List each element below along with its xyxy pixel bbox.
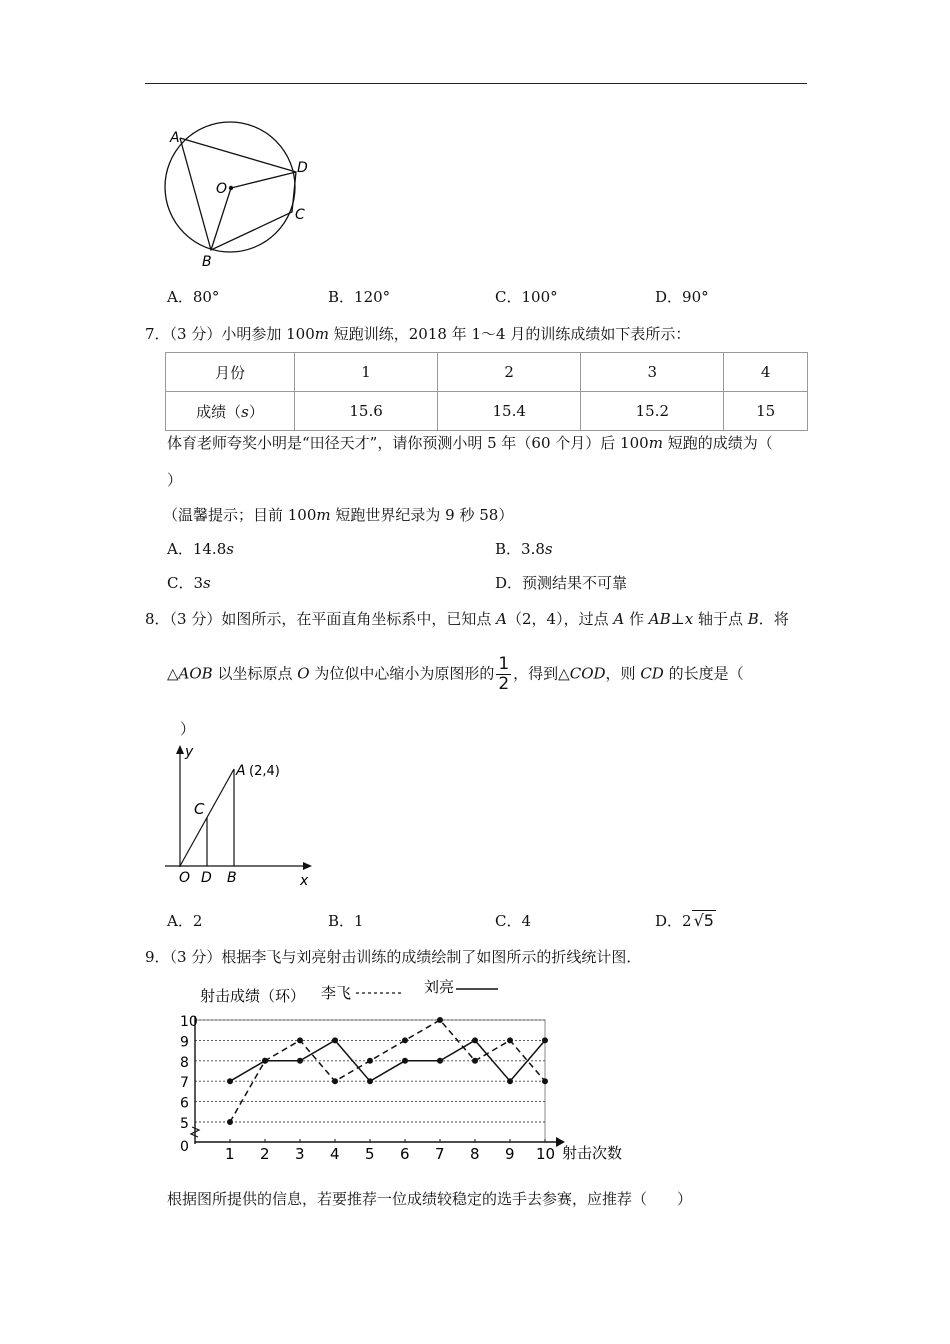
option-text: 4 xyxy=(521,912,532,930)
option-text: 120° xyxy=(354,288,391,306)
series-1-point xyxy=(367,1058,373,1064)
center-dot xyxy=(229,186,233,190)
option-text: 100° xyxy=(521,288,558,306)
stem-text: 轴于点 xyxy=(693,610,748,628)
y-tick-label: 5 xyxy=(180,1116,189,1132)
unit-s: s xyxy=(203,574,211,592)
table-cell: 15.6 xyxy=(295,392,438,431)
option-text: 3 xyxy=(193,574,204,592)
stem-text: 的长度是（ xyxy=(663,664,744,683)
unit-m: m xyxy=(648,434,663,452)
stem-text: （2，4），过点 xyxy=(506,610,614,628)
y-tick-label: 9 xyxy=(180,1034,189,1051)
x-tick-label: 7 xyxy=(435,1145,445,1163)
q8-coordinate-figure xyxy=(160,742,320,887)
q7-option-a[interactable] xyxy=(167,538,234,559)
quadrilateral-abcd xyxy=(180,138,296,250)
x-tick-label: 4 xyxy=(330,1145,340,1163)
table-cell: 3 xyxy=(581,353,724,392)
option-letter: A． xyxy=(167,912,193,930)
table-header-score xyxy=(166,392,295,431)
stem-text: ．将 xyxy=(758,610,789,628)
unit-s: s xyxy=(544,540,553,558)
math-var: x xyxy=(684,610,694,628)
option-text: 14.8 xyxy=(192,540,227,558)
x-tick-label: 9 xyxy=(505,1145,515,1163)
stem-text: 以坐标原点 xyxy=(212,664,298,683)
x-axis-label: 射击次数 xyxy=(562,1144,623,1162)
x-tick-label: 3 xyxy=(295,1145,305,1163)
unit-m: m xyxy=(314,325,329,343)
q8-option-c[interactable] xyxy=(495,910,531,931)
series-1-point xyxy=(297,1037,303,1043)
table-cell: 4 xyxy=(724,353,808,392)
table-cell: 15.4 xyxy=(438,392,581,431)
math-var: B xyxy=(747,610,759,628)
table-row xyxy=(166,353,808,392)
header-rule xyxy=(145,83,807,84)
x-tick-label: 1 xyxy=(225,1145,235,1163)
triangle-symbol: △ xyxy=(167,664,179,683)
series-1-point xyxy=(227,1119,233,1125)
option-letter: A． xyxy=(167,540,193,558)
series-2-point xyxy=(402,1058,408,1064)
legend-series-1-label: 李飞 xyxy=(321,984,352,1002)
table-row xyxy=(166,392,808,431)
stem-text: 如图所示，在平面直角坐标系中，已知点 xyxy=(221,610,497,628)
label-y: y xyxy=(185,744,194,760)
y-axis-arrow-icon xyxy=(176,745,184,754)
option-text: 90° xyxy=(682,288,709,306)
fraction-denominator: 2 xyxy=(498,674,510,694)
q8-option-b[interactable] xyxy=(328,910,364,931)
math-var: AB xyxy=(648,610,671,628)
unit-m: m xyxy=(316,506,331,524)
label-A-coord: (2,4) xyxy=(249,764,280,779)
y-tick-label: 0 xyxy=(180,1139,189,1155)
option-letter: D． xyxy=(655,912,683,930)
question-points: （3 分） xyxy=(169,325,222,343)
math-var: CD xyxy=(640,664,664,683)
q6-option-a[interactable] xyxy=(167,286,219,307)
math-var: A xyxy=(613,610,625,628)
row-label: ） xyxy=(248,402,264,421)
q7-option-c[interactable] xyxy=(167,572,211,593)
q8-option-a[interactable] xyxy=(167,910,202,931)
option-text: 1 xyxy=(354,912,364,930)
table-cell: 15 xyxy=(724,392,808,431)
option-letter: C． xyxy=(495,912,522,930)
series-2-point xyxy=(437,1058,443,1064)
hint-text: 短跑世界纪录为 9 秒 58） xyxy=(330,506,514,524)
stem-text: 小明参加 100 xyxy=(221,325,315,343)
label-C: C xyxy=(295,207,305,223)
q8-option-d[interactable] xyxy=(655,910,716,931)
option-text: 预测结果不可靠 xyxy=(522,574,628,592)
series-2-point xyxy=(542,1037,548,1043)
axis-break-icon xyxy=(191,1127,199,1137)
table-cell: 15.2 xyxy=(581,392,724,431)
label-A: A xyxy=(236,763,246,779)
q7-hint xyxy=(163,504,513,525)
series-1-point xyxy=(332,1078,338,1084)
radicand: 5 xyxy=(703,911,714,930)
q9-line-chart xyxy=(160,972,640,1172)
table-header-month: 月份 xyxy=(166,353,295,392)
option-letter: C． xyxy=(495,288,522,306)
label-D: D xyxy=(297,160,308,176)
q7-line1 xyxy=(167,432,773,453)
stem-text: 体育老师夸奖小明是“田径天才”，请你预测小明 5 年（60 个月）后 100 xyxy=(167,434,649,452)
y-tick-label: 7 xyxy=(180,1075,189,1092)
label-O: O xyxy=(179,870,191,886)
legend-series-2-label: 刘亮 xyxy=(424,978,455,996)
unit-s: s xyxy=(226,540,234,558)
series-1-point xyxy=(472,1058,478,1064)
q6-option-b[interactable] xyxy=(328,286,390,307)
chart-legend xyxy=(321,978,498,1002)
x-tick-label: 10 xyxy=(536,1145,556,1163)
unit-s: s xyxy=(241,402,249,421)
series-1-point xyxy=(402,1037,408,1043)
option-letter: D． xyxy=(655,288,683,306)
option-text: 2 xyxy=(682,912,692,930)
q7-option-b[interactable] xyxy=(495,538,553,559)
q7-line2: ） xyxy=(167,471,183,489)
question-number: 8． xyxy=(145,610,170,628)
x-axis-arrow-icon xyxy=(303,862,312,870)
label-O: O xyxy=(216,181,228,197)
option-letter: A． xyxy=(167,288,193,306)
option-letter: B． xyxy=(328,912,355,930)
q7-stem xyxy=(145,323,690,344)
series-1-point xyxy=(542,1078,548,1084)
row-label: 成绩（ xyxy=(196,402,242,421)
math-var: O xyxy=(297,664,310,683)
series-1-point xyxy=(437,1017,443,1023)
question-points: （3 分） xyxy=(169,948,222,966)
math-var: AOB xyxy=(178,664,213,683)
label-B: B xyxy=(227,870,237,886)
option-letter: C． xyxy=(167,574,194,592)
stem-text: 短跑训练，2018 年 1～4 月的训练成绩如下表所示： xyxy=(329,325,691,343)
math-var: COD xyxy=(569,664,606,683)
stem-text: 为位似中心缩小为原图形的 xyxy=(309,664,495,683)
hint-text: （温馨提示；目前 100 xyxy=(163,506,317,524)
stem-text: 短跑的成绩为（ xyxy=(662,434,773,452)
y-axis-label: 射击成绩（环） xyxy=(200,987,306,1005)
y-tick-label: 6 xyxy=(180,1095,189,1112)
series-2-point xyxy=(332,1037,338,1043)
q8-stem-line1 xyxy=(145,608,789,629)
x-tick-label: 8 xyxy=(470,1145,480,1163)
series-2-point xyxy=(262,1058,268,1064)
label-C: C xyxy=(194,800,205,818)
label-D: D xyxy=(201,870,212,886)
label-A: A xyxy=(170,130,180,146)
q7-option-d[interactable] xyxy=(495,572,627,593)
label-B: B xyxy=(202,254,212,270)
q6-circle-figure xyxy=(150,118,330,273)
question-points: （3 分） xyxy=(169,610,222,628)
fraction-one-half xyxy=(496,655,511,694)
fraction-numerator: 1 xyxy=(498,654,510,674)
sqrt-radicand: √5 xyxy=(693,911,714,930)
q9-follow-text: 根据图所提供的信息，若要推荐一位成绩较稳定的选手去参赛，应推荐（ ） xyxy=(167,1190,693,1208)
x-tick-label: 2 xyxy=(260,1145,270,1163)
table-cell: 2 xyxy=(438,353,581,392)
q8-stem-line2 xyxy=(167,655,744,694)
series-2-point xyxy=(367,1078,373,1084)
perp-symbol: ⊥ xyxy=(670,610,685,628)
q7-score-table xyxy=(165,352,808,431)
option-letter: B． xyxy=(328,288,355,306)
option-text: 80° xyxy=(192,288,220,306)
q9-stem xyxy=(145,946,641,967)
q8-stem-line3: ） xyxy=(180,720,196,738)
stem-text: 作 xyxy=(624,610,649,628)
series-1-point xyxy=(507,1037,513,1043)
option-letter: D． xyxy=(495,574,523,592)
x-tick-label: 5 xyxy=(365,1145,375,1163)
q6-option-c[interactable] xyxy=(495,286,558,307)
series-2-point xyxy=(507,1078,513,1084)
question-number: 7． xyxy=(145,325,170,343)
x-tick-label: 6 xyxy=(400,1145,410,1163)
question-number: 9． xyxy=(145,948,170,966)
option-letter: B． xyxy=(495,540,522,558)
option-text: 2 xyxy=(192,912,203,930)
series-2-point xyxy=(297,1058,303,1064)
stem-text: ，得到△ xyxy=(513,664,570,683)
stem-text: 根据李飞与刘亮射击训练的成绩绘制了如图所示的折线统计图． xyxy=(221,948,642,966)
label-x: x xyxy=(300,873,309,887)
q6-option-d[interactable] xyxy=(655,286,709,307)
math-var: A xyxy=(496,610,507,628)
series-2-point xyxy=(472,1037,478,1043)
stem-text: ，则 xyxy=(605,664,641,683)
y-tick-label: 10 xyxy=(180,1014,198,1030)
option-text: 3.8 xyxy=(521,540,545,558)
y-tick-label: 8 xyxy=(180,1054,189,1071)
series-2-point xyxy=(227,1078,233,1084)
table-cell: 1 xyxy=(295,353,438,392)
